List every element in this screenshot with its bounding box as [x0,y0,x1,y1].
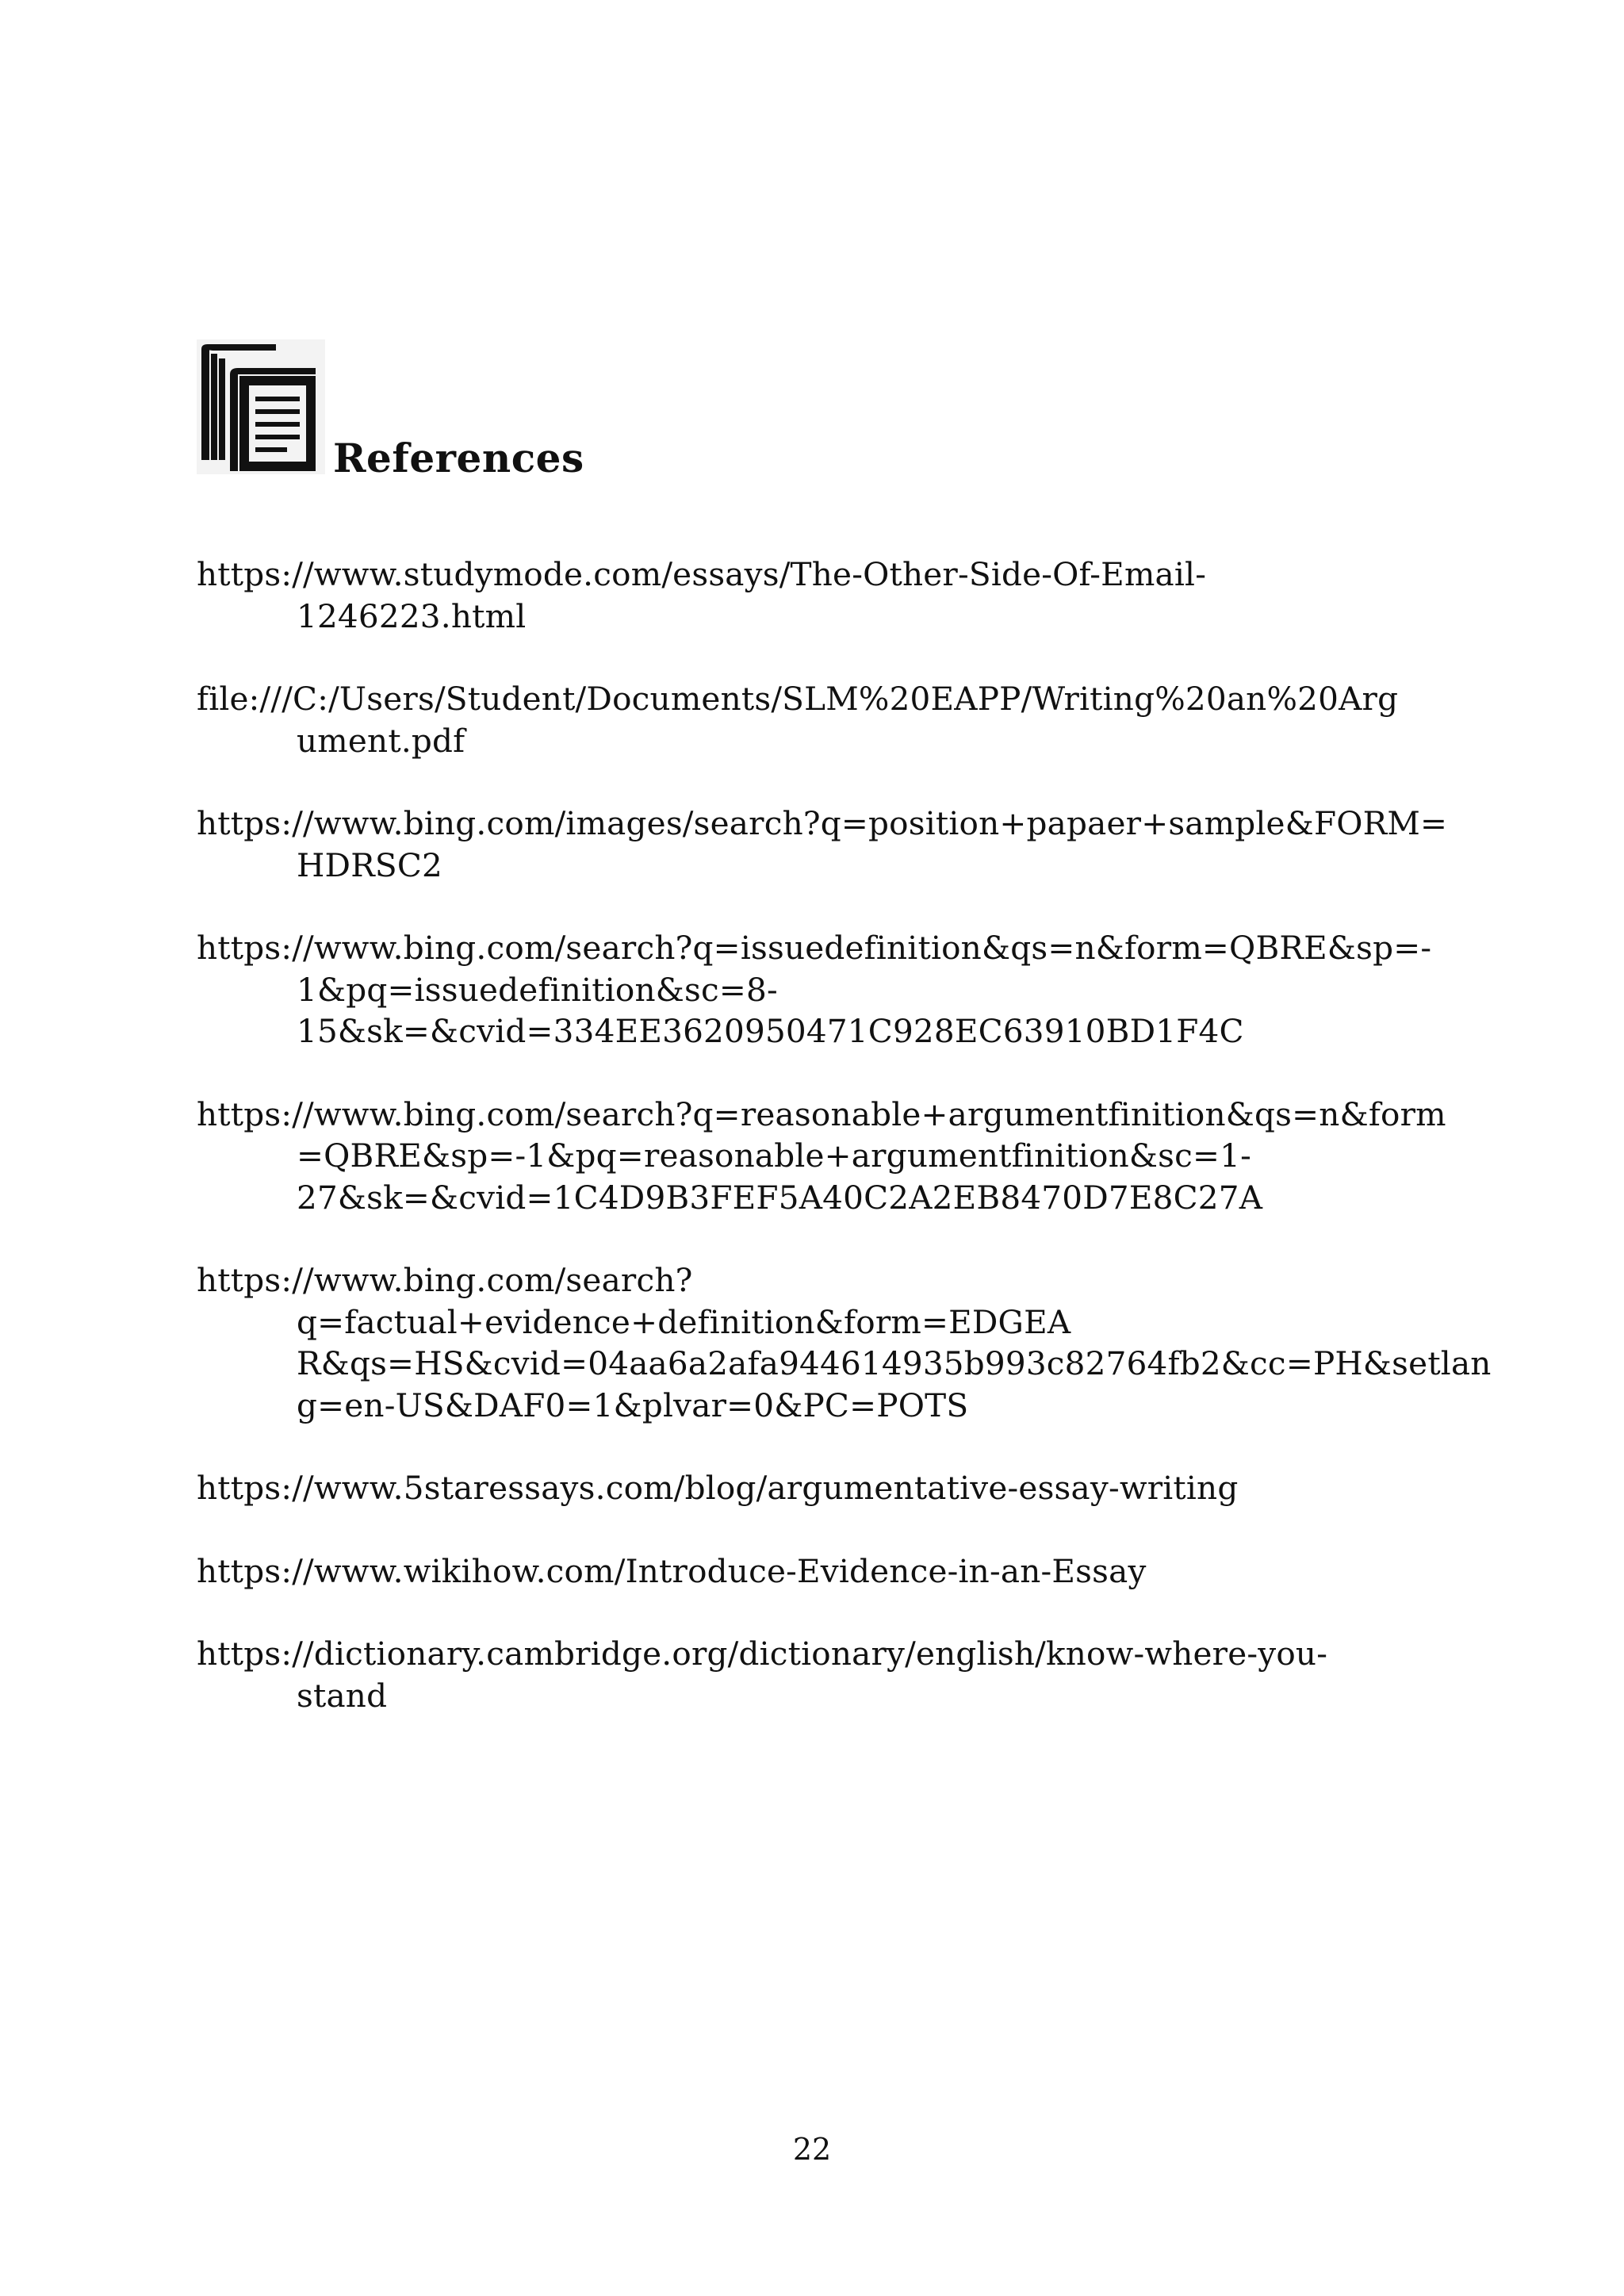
reference-item: https://dictionary.cambridge.org/dictionary/english/know-where-you- stand [197,1635,1328,1715]
page-title: References [333,435,584,481]
reference-item: https://www.bing.com/search?q=issuedefinition&qs=n&form=QBRE&sp=- 1&pq=issuedefinition&sc=8- 15&sk=&cvid=334EE3620950471C928EC63910BD1F4C [197,929,1432,1050]
reference-item: https://www.bing.com/images/search?q=position+papaer+sample&FORM= HDRSC2 [197,804,1448,884]
reference-item: https://www.wikihow.com/Introduce-Evidence-in-an-Essay [197,1551,1147,1590]
reference-item: https://www.bing.com/search?q=reasonable+argumentfinition&qs=n&form =QBRE&sp=-1&pq=reasonable+argumentfinition&sc=1- 27&sk=&cvid=1C4D9B3FEF5A40C2A2EB8470D7E8C27A [197,1094,1446,1217]
books-icon [197,339,325,474]
reference-item: https://www.5staressays.com/blog/argumentative-essay-writing [197,1469,1239,1507]
reference-list [197,554,1492,1757]
reference-item: file:///C:/Users/Student/Documents/SLM%20EAPP/Writing%20an%20Arg ument.pdf [197,680,1399,760]
reference-item: https://www.bing.com/search?q=factual+evidence+definition&form=EDGEA R&qs=HS&cvid=04aa6a2afa944614935b993c82764fb2&cc=PH&setlan g=en-US&DAF0=1&plvar=0&PC=POTS [197,1261,1492,1424]
reference-item: https://www.studymode.com/essays/The-Other-Side-Of-Email- 1246223.html [197,555,1207,635]
page-number: 22 [792,2132,832,2167]
